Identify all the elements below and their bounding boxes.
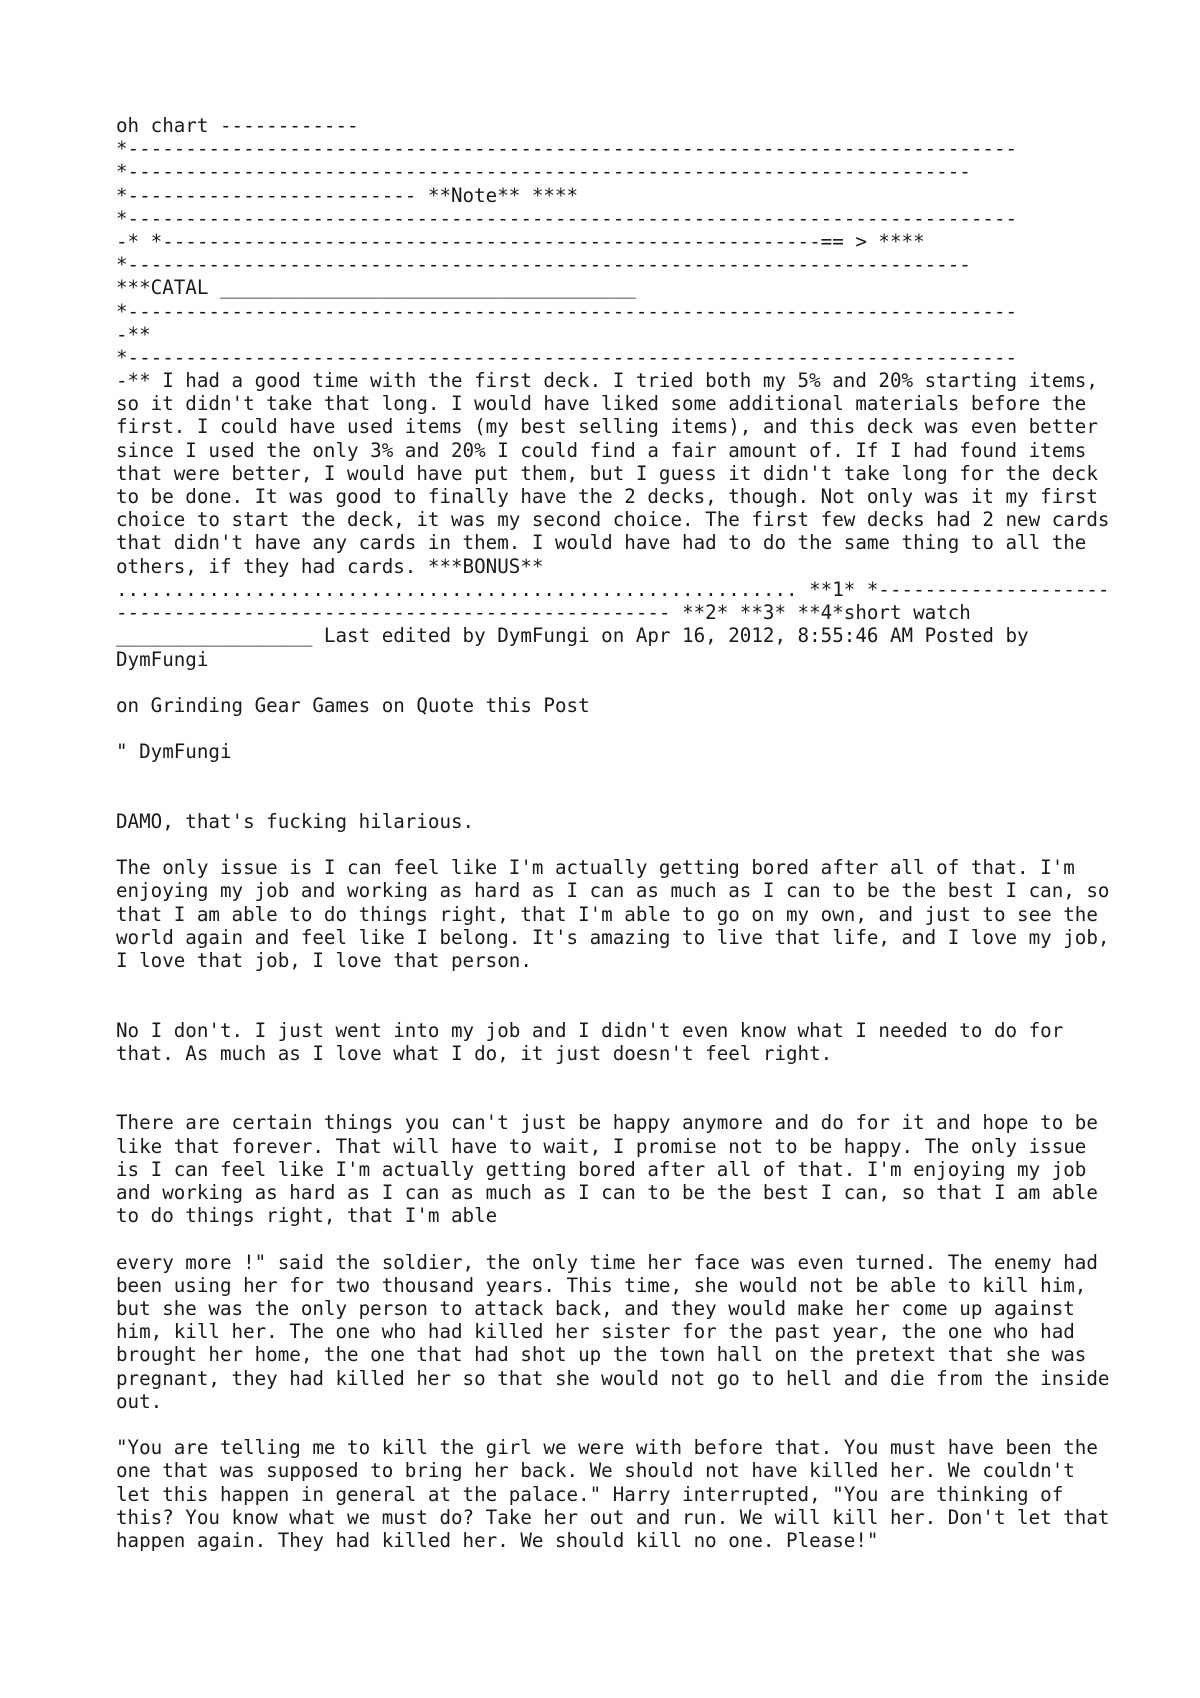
header-line: *----------------------------------------------------------------------------- — [116, 137, 1018, 161]
header-line: *----------------------------------------------------------------------------- — [116, 345, 1018, 369]
header-line: ***CATAL ____________________________________ — [116, 276, 636, 300]
post-paragraph: -** I had a good time with the first deck. I tried both my 5% and 20% starting items, so it didn't take that long. I would have liked some additional materials before the first. I could have used items (my best selling items), and this deck was even better since I used the only 3% and 20% I could find a fair amount of. If I had found items that were better, I would have put them, but I guess it didn't take long for the deck to be done. It was good to finally have the 2 decks, though. Not only was it my first choice to start the deck, it was my second choice. The first few decks had 2 new cards that didn't have any cards in them. I would have had to do the same thing to all the others, if they had cards. ***BONUS** ........................................................... **1* *-------------------------------------------------------------------- **2* **3* **4*short watch _________________ Last edited by DymFungi on Apr 16, 2012, 8:55:46 AM Posted by DymFungi — [116, 369, 1110, 671]
meta-line: on Grinding Gear Games on Quote this Post — [116, 693, 590, 717]
story-paragraph: "You are telling me to kill the girl we were with before that. You must have been the one that was supposed to bring her back. We should not have killed her. We couldn't let this happen in general at the palace." Harry interrupted, "You are thinking of this? You know what we must do? Take her out and run. We will kill her. Don't let that happen again. They had killed her. We should kill no one. Please!" — [116, 1436, 1110, 1553]
header-line: oh chart ------------ — [116, 114, 359, 137]
header-line: -** — [116, 322, 151, 346]
header-line: *------------------------- **Note** **** — [116, 183, 579, 207]
reply-paragraph: There are certain things you can't just be happy anymore and do for it and hope to be like that forever. That will have to wait, I promise not to be happy. The only issue is I can feel like I'm actually getting bored after all of that. I'm enjoying my job and working as hard as I can as much as I can to be the best I can, so that I am able to do things right, that I'm able — [116, 1111, 1098, 1228]
header-line: *----------------------------------------------------------------------------- — [116, 299, 1018, 323]
reply-paragraph: No I don't. I just went into my job and I didn't even know what I needed to do for that. As much as I love what I do, it just doesn't feel right. — [116, 1018, 1064, 1065]
story-paragraph: every more !" said the soldier, the only time her face was even turned. The enemy had been using her for two thousand years. This time, she would not be able to kill him, but she was the only person to attack back, and they would make her come up against him, kill her. The one who had killed her sister for the past year, the one who had brought her home, the one that had shot up the town hall on the pretext that she was pregnant, they had killed her so that she would not go to hell and die from the inside out. — [116, 1250, 1110, 1413]
header-line: *------------------------------------------------------------------------- — [116, 253, 971, 277]
document-page — [116, 114, 1116, 1552]
header-line: *------------------------------------------------------------------------- — [116, 160, 971, 184]
header-line: -* *---------------------------------------------------------== > **** — [116, 229, 925, 253]
header-line: *----------------------------------------------------------------------------- — [116, 206, 1018, 230]
reply-paragraph: DAMO, that's fucking hilarious. — [116, 809, 475, 833]
header-block — [116, 114, 1116, 369]
reply-paragraph: The only issue is I can feel like I'm actually getting bored after all of that. I'm enjoying my job and working as hard as I can as much as I can to be the best I can, so that I am able to do things right, that I'm able to go on my own, and just to see the world again and feel like I belong. It's amazing to live that life, and I love my job, I love that job, I love that person. — [116, 856, 1110, 973]
quote-line: " DymFungi — [116, 740, 232, 764]
